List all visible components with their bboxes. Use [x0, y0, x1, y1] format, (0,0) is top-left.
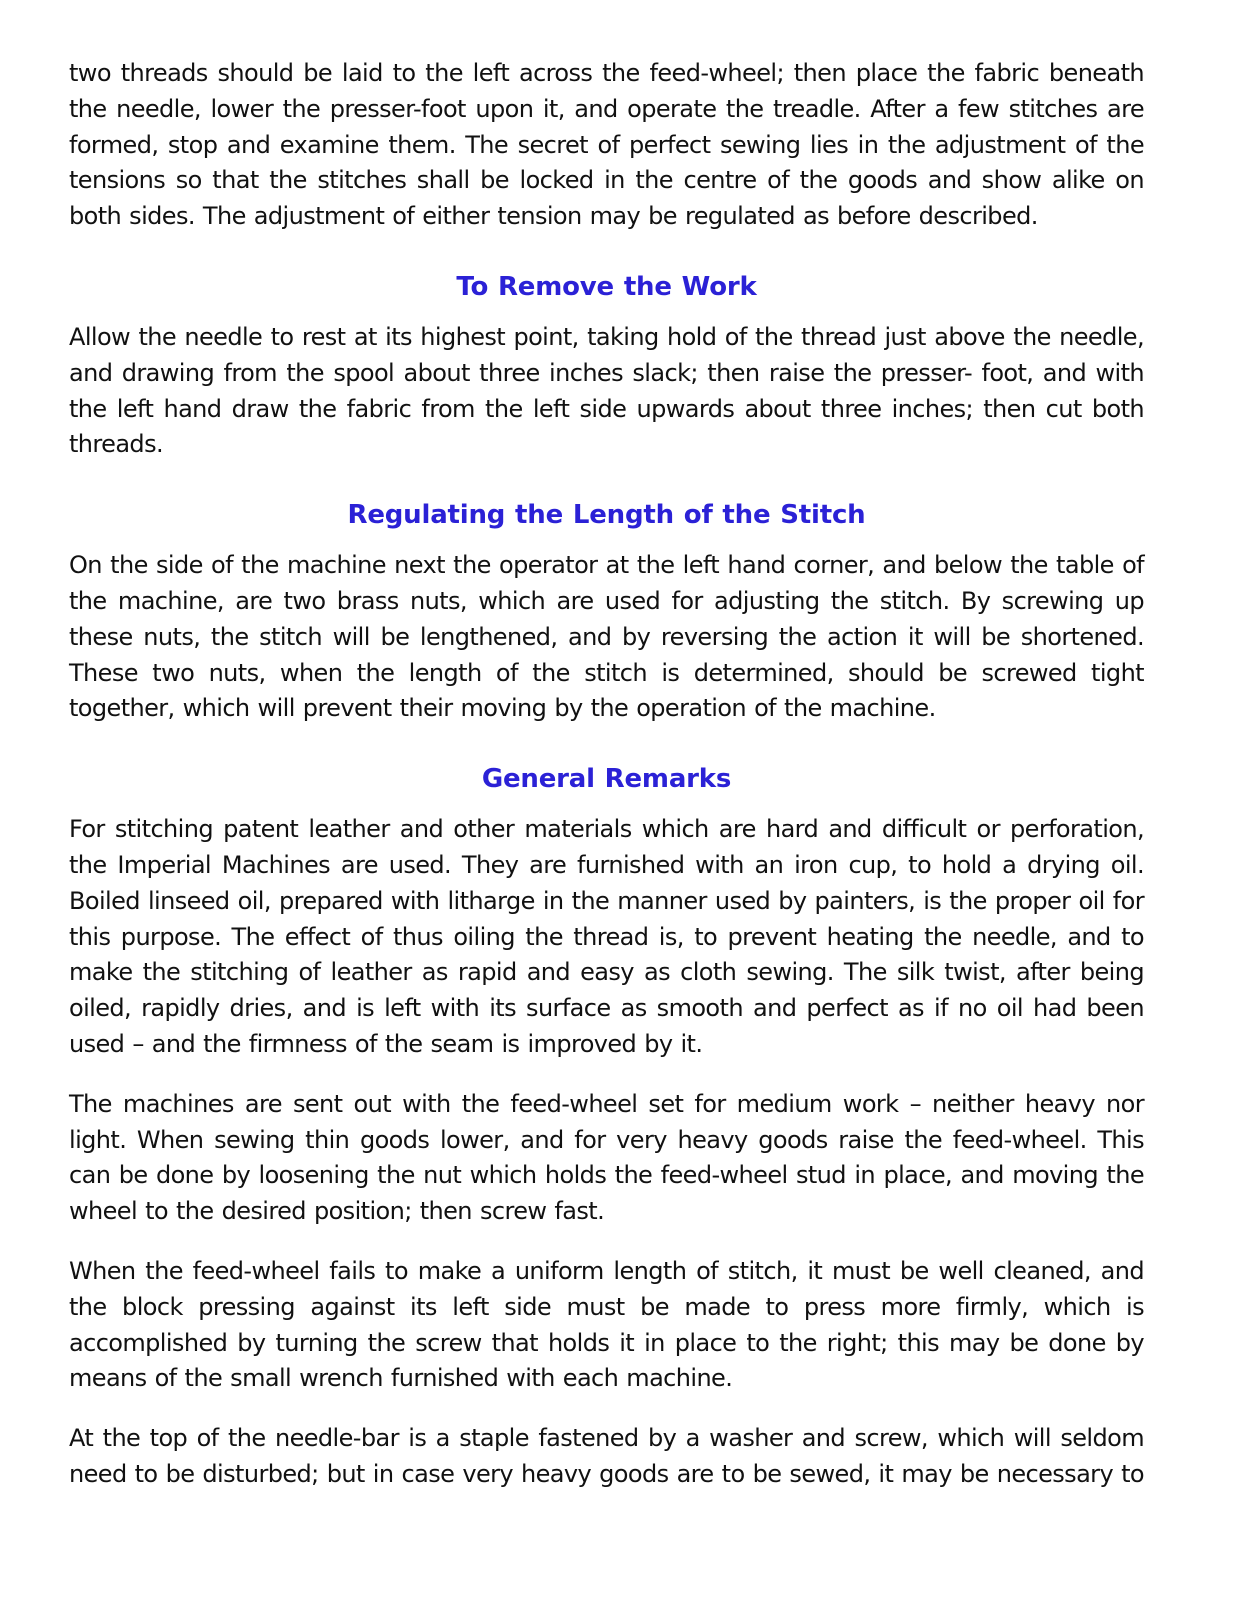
paragraph-continuation: two threads should be laid to the left across the feed-wheel; then place the fabric beneath the needle, lower the presser-foot upon it, and operate the treadle. After a few stitches are formed, stop and examine them. The secret of perfect sewing lies in the adjustment of the tensions so that the stitches shall be locked in the centre of the goods and show alike on both sides. The adjustment of either tension may be regulated as before described. — [69, 59, 1144, 231]
paragraph-stitch-length: On the side of the machine next the operator at the left hand corner, and below the table of the machine, are two brass nuts, which are used for adjusting the stitch. By screwing up these nuts, the stitch will be lengthened, and by reversing the action it will be shortened. These two nuts, when the length of the stitch is determined, should be screwed tight together, which will prevent their moving by the operation of the machine. — [69, 551, 1144, 723]
heading-stitch-length: Regulating the Length of the Stitch — [347, 500, 866, 531]
document-page — [69, 56, 1144, 1493]
heading-general-remarks: General Remarks — [481, 764, 732, 795]
spacer — [69, 1063, 1144, 1087]
paragraph-remove-work: Allow the needle to rest at its highest point, taking hold of the thread just above the needle, and drawing from the spool about three inches slack; then raise the presser- foot, and with the left hand draw the fabric from the left side upwards about three inches; then cut both threads. — [69, 322, 1144, 459]
spacer — [69, 727, 1144, 751]
paragraph-leather-oiling: For stitching patent leather and other materials which are hard and difficult or perforation, the Imperial Machines are used. They are furnished with an iron cup, to hold a drying oil. Boiled linseed oil, prepared with litharge in the manner used by painters, is the proper oil for this purpose. The effect of thus oiling the thread is, to prevent heating the needle, and to make the stitching of leather as rapid and easy as cloth sewing. The silk twist, after being oiled, rapidly dries, and is left with its surface as smooth and perfect as if no oil had been used – and the firmness of the seam is improved by it. — [69, 815, 1144, 1058]
paragraph-needle-bar: At the top of the needle-bar is a staple fastened by a washer and screw, which will seldom need to be disturbed; but in case very heavy goods are to be sewed, it may be necessary to — [69, 1424, 1144, 1488]
spacer — [69, 1230, 1144, 1254]
paragraph-feed-wheel-cleaning: When the feed-wheel fails to make a uniform length of stitch, it must be well cleaned, and the block pressing against its left side must be made to press more firmly, which is accomplished by turning the screw that holds it in place to the right; this may be done by means of the small wrench furnished with each machine. — [69, 1256, 1144, 1393]
spacer — [69, 463, 1144, 487]
spacer — [69, 1397, 1144, 1421]
paragraph-feed-wheel-setting: The machines are sent out with the feed-wheel set for medium work – neither heavy nor light. When sewing thin goods lower, and for very heavy goods raise the feed-wheel. This can be done by loosening the nut which holds the feed-wheel stud in place, and moving the wheel to the desired position; then screw fast. — [69, 1089, 1144, 1226]
spacer — [69, 235, 1144, 259]
heading-remove-work: To Remove the Work — [456, 271, 757, 302]
